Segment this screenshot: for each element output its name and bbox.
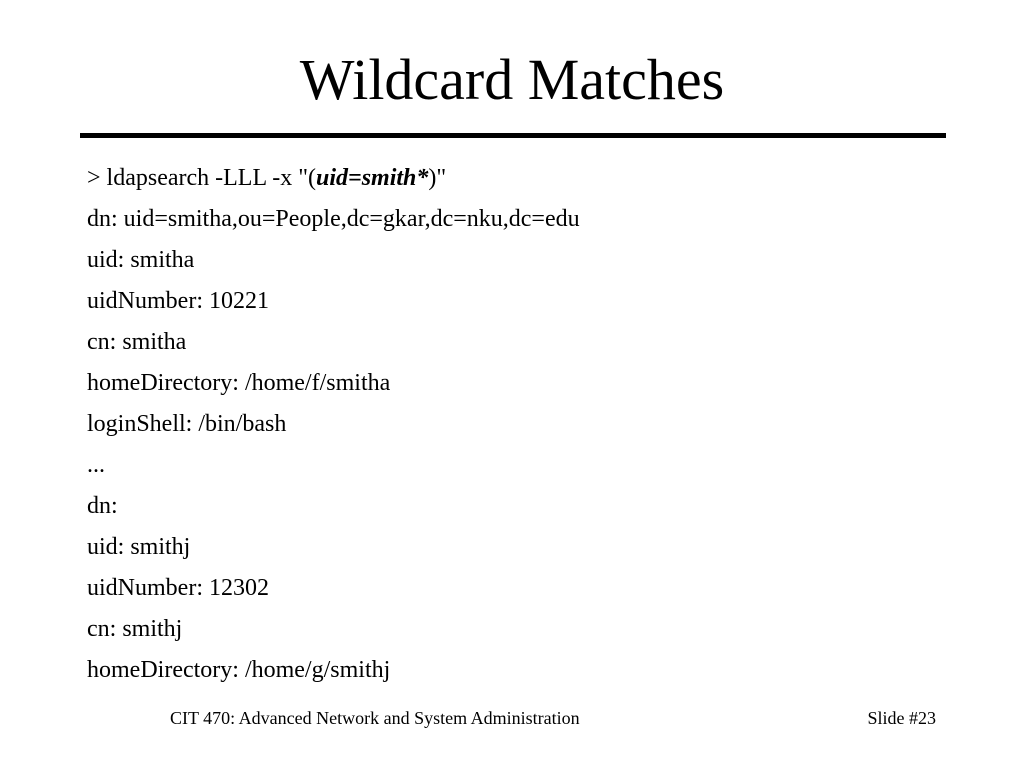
command-line: [87, 158, 947, 199]
output-line: uid: smitha: [87, 247, 195, 273]
output-line: dn:: [87, 493, 118, 519]
output-line: uid: smithj: [87, 534, 191, 560]
title-divider: [80, 133, 946, 138]
output-line: homeDirectory: /home/g/smithj: [87, 657, 391, 683]
output-line: cn: smithj: [87, 616, 183, 642]
output-line: dn: uid=smitha,ou=People,dc=gkar,dc=nku,dc=edu: [87, 206, 580, 232]
slide-body: [87, 158, 947, 691]
output-line: uidNumber: 10221: [87, 288, 269, 314]
footer-slide-number: Slide #23: [867, 708, 936, 728]
command-prefix: > ldapsearch -LLL -x "(: [87, 165, 317, 191]
output-line: ...: [87, 452, 105, 478]
output-line: homeDirectory: /home/f/smitha: [87, 370, 391, 396]
output-line: cn: smitha: [87, 329, 187, 355]
footer-course: CIT 470: Advanced Network and System Administration: [170, 708, 580, 728]
search-filter: uid=smith*: [316, 165, 429, 191]
slide-title: Wildcard Matches: [299, 47, 725, 112]
output-line: loginShell: /bin/bash: [87, 411, 287, 437]
output-line: uidNumber: 12302: [87, 575, 269, 601]
command-suffix: )": [428, 165, 447, 191]
